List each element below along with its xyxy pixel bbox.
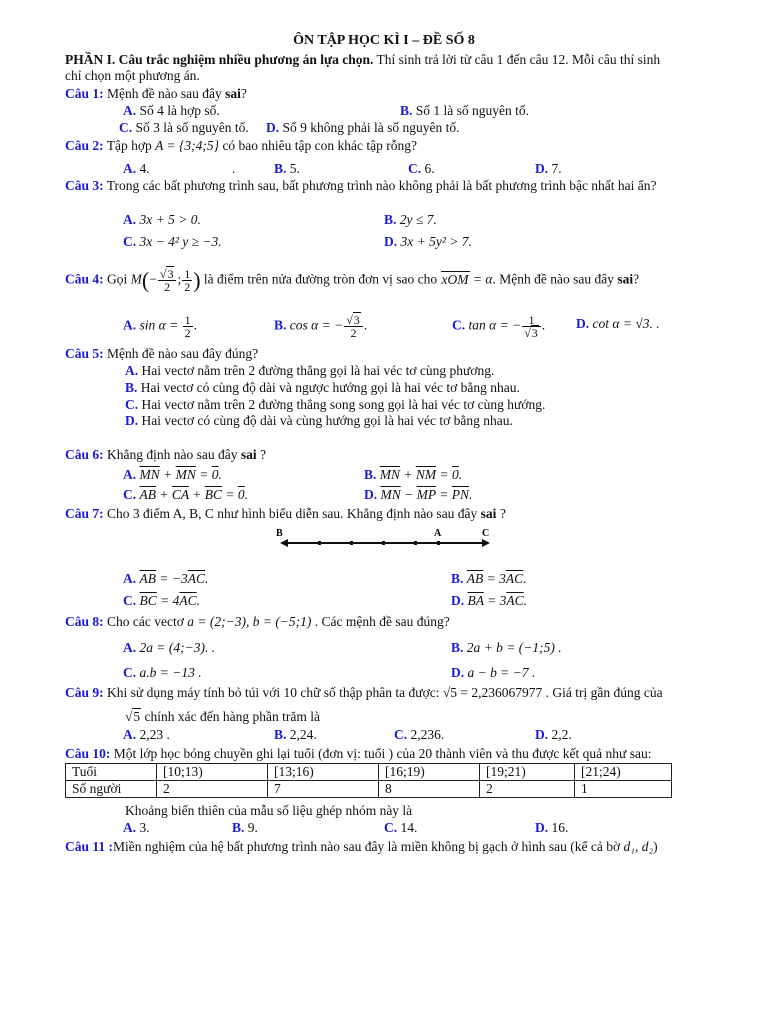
opt-letter-a: A. [123,467,137,482]
q2-dot: . [232,161,236,176]
opt-letter-a: A. [123,317,137,333]
q10-option-d[interactable] [535,820,568,836]
q6-label: Câu 6: [65,447,104,462]
tick [414,541,417,545]
opt-letter-a: A. [123,571,137,586]
opt-text: a.b = −13 . [139,665,202,680]
opt-letter-d: D. [266,120,280,135]
opt-text: Hai vectơ nằm trên 2 đường thẳng gọi là hai véc tơ cùng phương. [141,363,495,378]
q4-point: M [130,271,142,287]
opt-letter-a: A. [123,161,137,176]
part1-instruction-2: chỉ chọn một phương án. [65,68,200,83]
q2-text-2: có bao nhiêu tập con khác tập rỗng? [219,138,417,153]
q1-stem [65,86,247,102]
opt-text: 3. [139,820,150,835]
q9-label: Câu 9: [65,685,104,700]
opt-text: 3x + 5 > 0. [139,212,201,227]
opt-text: 2,2. [551,727,572,742]
q6-option-c[interactable]: C. $\overline{AB} + \overline{CA} + \overline{BC} = 0$. [123,487,249,502]
q2-set: A = {3;4;5} [155,138,220,153]
q9-text-2: chữ số thập phân ta được: [296,685,443,700]
tick [382,541,385,545]
opt-text: Hai vectơ có cùng độ dài và ngược hướng gọi là hai véc tơ bằng nhau. [140,380,520,395]
q10-text: Một lớp học bóng chuyền ghi lại tuổi (đơn vị: tuổi ) của 20 thành viên và thu được kết quả như sau: [110,746,652,761]
frac-den: 2 [184,326,191,340]
age-table [65,763,672,798]
opt-text: 2,24. [289,727,317,742]
q2-option-b[interactable] [274,161,300,177]
frac-num: 1 [522,314,541,327]
frac-den: √3 [524,326,538,340]
q8-label: Câu 8: [65,614,104,629]
q1-end: ? [240,86,247,101]
q8-option-c[interactable] [123,665,202,681]
frac-den: 2 [164,280,171,294]
q8-text-2: . Các mệnh đề sau đúng? [311,614,450,629]
q9-option-c[interactable] [394,727,444,743]
q2-text: Tập hợp [103,138,156,153]
q9-text-3: . Giá trị gần đúng của [542,685,663,700]
table-cell: [21;24) [575,764,672,781]
q7-stem [65,506,506,522]
q7-option-b[interactable]: B. $\overline{AB} = 3\overline{AC}$. [451,571,527,586]
part1-heading: PHẦN I. Câu trắc nghiệm nhiều phương án lựa chọn. [65,52,374,67]
opt-letter-b: B. [232,820,245,835]
tick [437,541,440,545]
q3-option-b[interactable] [384,212,437,228]
q7-bold: sai [480,506,497,521]
q11-stem [65,839,658,855]
q9-stem-2: √5 chính xác đến hàng phần trăm là [125,709,320,724]
opt-text: 2a = (4;−3). . [139,640,216,655]
q5-text: Mệnh đề nào sau đây đúng? [103,346,259,361]
q1-text: Mệnh đề nào sau đây [103,86,226,101]
point-b-label: B [276,528,283,539]
table-cell: 2 [480,781,575,798]
frac-den: 2 [350,326,357,340]
q11-text: Miền nghiệm của hệ bất phương trình nào sau đây là miền không bị gạch ở hình sau (kể cả bờ [113,839,624,854]
q5-option-b[interactable] [125,380,520,396]
q5-option-d[interactable] [125,413,513,429]
opt-letter-b: B. [384,212,397,227]
q6-option-b[interactable]: B. $\overline{MN} + \overline{NM} = 0$. [364,467,463,482]
q9-text-4: chính xác đến hàng phần trăm là [141,709,320,724]
opt-text: Hai vectơ có cùng độ dài và cùng hướng gọi là hai véc tơ bằng nhau. [141,413,513,428]
opt-letter-d: D. [451,593,465,608]
q1-option-c[interactable] [119,120,249,136]
q4-text: Gọi [103,271,131,287]
opt-letter-c: C. [384,820,398,835]
table-cell: [16;19) [379,764,480,781]
q4-paren-close: ) [193,267,201,293]
opt-letter-c: C. [408,161,422,176]
table-cell: [13;16) [268,764,379,781]
q9-ten: 10 [283,685,297,700]
q7-text: Cho 3 điểm A, B, C như hình biểu diễn sau. Khẳng định nào sau đây [103,506,481,521]
q8-option-a[interactable] [123,640,215,656]
q5-option-a[interactable] [125,363,494,379]
q9-text: Khi sử dụng máy tính bỏ túi với [103,685,284,700]
q4-option-d[interactable] [576,314,660,334]
opt-letter-d: D. [364,487,378,502]
q5-stem [65,346,258,362]
q6-stem [65,447,266,463]
part1-line1 [65,52,660,68]
opt-text: Hai vectơ nằm trên 2 đường thẳng song song gọi là hai véc tơ cùng hướng. [141,397,546,412]
q1-option-d[interactable] [266,120,460,136]
q4-bold: sai [617,271,634,287]
q2-option-c[interactable] [408,161,435,177]
opt-letter-c: C. [119,120,133,135]
q9-value: 5 = 2,236067977 [450,685,543,700]
q11-lines: d₁, d₂ [623,839,654,854]
q11-end: ) [653,839,658,854]
q5-option-c[interactable] [125,397,545,413]
q7-label: Câu 7: [65,506,104,521]
q2-option-d[interactable] [535,161,562,177]
q2-option-a[interactable] [123,161,150,177]
q11-label: Câu 11 : [65,839,114,854]
q4-stem: Câu 4: Gọi M(− $\frac{√3}{2}$ ; $\frac{1}{2}$ ) là điểm trên nửa đường tròn đơn vị sao cho xOM = α. Mệnh đề nào sau đây sai? [65,267,640,294]
opt-text: 14. [400,820,418,835]
q10-option-a[interactable] [123,820,150,836]
opt-letter-d: D. [384,234,398,249]
frac-num: 1 [184,313,191,327]
opt-letter-c: C. [123,593,137,608]
frac [522,314,541,339]
opt-letter-d: D. [535,820,549,835]
point-c-label: C [482,528,490,539]
q8-option-d[interactable] [451,665,535,681]
opt-letter-c: C. [125,397,139,412]
opt-text: Số 4 là hợp số. [139,103,220,118]
opt-text: 5. [289,161,300,176]
opt-text: 3x − 4² y ≥ −3. [139,234,222,249]
q3-text: Trong các bất phương trình sau, bất phương trình nào không phải là bất phương trình bậc nhất hai ẩn? [103,178,657,193]
part1-instruction: Thí sinh trả lời từ câu 1 đến câu 12. Mỗi câu thí sinh [373,52,661,67]
q1-option-a[interactable] [123,103,220,119]
table-cell: [19;21) [480,764,575,781]
q8-vectors: a = (2;−3), b = (−5;1) [187,614,312,629]
q8-stem [65,614,450,630]
q7-option-a[interactable]: A. $\overline{AB} = -3\overline{AC}$. [123,571,209,586]
table-cell: Tuổi [66,764,157,781]
q4-text-2: là điểm trên nửa đường tròn đơn vị sao cho [200,271,441,287]
opt-letter-b: B. [125,380,138,395]
q7-end: ? [496,506,506,521]
q5-label: Câu 5: [65,346,104,361]
q3-label: Câu 3: [65,178,104,193]
opt-text: 7. [551,161,562,176]
q4-option-b[interactable]: B. cos α = − $\frac{√3}{2}$ . [274,313,368,340]
q4-option-c[interactable]: C. tan α = − $\frac{1}{√3}$ . [452,313,546,340]
opt-text: 2a + b = (−1;5) . [466,640,562,655]
q4-eq: = α [469,271,493,287]
opt-text: a − b = −7 . [467,665,536,680]
opt-text: 4. [139,161,150,176]
opt-letter-d: D. [576,316,590,331]
q4-option-a[interactable]: A. sin α = $\frac{1}{2}$ . [123,313,197,340]
opt-letter-b: B. [451,640,464,655]
table-cell: 2 [157,781,268,798]
opt-letter-a: A. [125,363,139,378]
opt-letter-b: B. [451,571,464,586]
q2-label: Câu 2: [65,138,104,153]
opt-text: 2,236. [410,727,445,742]
q2-stem [65,138,417,154]
opt-text: sin α = [139,317,182,333]
table-cell: 1 [575,781,672,798]
q1-label: Câu 1: [65,86,104,101]
q8-text: Cho các vectơ [103,614,188,629]
frac-num: √3 [344,314,363,327]
q7-option-c[interactable]: C. $\overline{BC} = 4\overline{AC}$. [123,593,201,608]
opt-letter-b: B. [274,161,287,176]
q3-stem [65,178,657,194]
q4-end: ? [633,271,640,287]
q10-option-b[interactable] [232,820,258,836]
frac-num: 1 [184,267,191,281]
tick [350,541,353,545]
table-cell: 8 [379,781,480,798]
q3-option-a[interactable] [123,212,201,228]
q4-frac-1 [158,268,177,293]
opt-letter-c: C. [452,317,466,333]
opt-letter-c: C. [123,665,137,680]
q6-bold: sai [240,447,257,462]
table-cell: [10;13) [157,764,268,781]
q9-stem: Câu 9: Khi sử dụng máy tính bỏ túi với 10 chữ số thập phân ta được: √5 = 2,236067977 . Giá trị gần đúng của [65,685,663,700]
opt-text: 2y ≤ 7. [399,212,437,227]
q4-frac-2 [182,268,192,293]
opt-letter-c: C. [394,727,408,742]
q6-end: ? [256,447,267,462]
opt-letter-a: A. [123,820,137,835]
opt-text: Số 1 là số nguyên tố. [415,103,530,118]
q9-option-a[interactable] [123,727,170,743]
opt-letter-b: B. [364,467,377,482]
opt-text: cot α = √3. . [592,316,660,331]
opt-letter-d: D. [451,665,465,680]
arrow-right-icon [482,539,490,547]
table-cell: Số người [66,781,157,798]
page-title: ÔN TẬP HỌC KÌ I – ĐỀ SỐ 8 [293,33,475,48]
opt-letter-d: D. [125,413,139,428]
q9-option-b[interactable] [274,727,317,743]
q3-option-d[interactable] [384,234,472,250]
frac-num: √3 [158,268,177,281]
q8-option-b[interactable] [451,640,562,656]
q3-option-c[interactable] [123,234,222,250]
arrow-left-icon [280,539,288,547]
q10-stem [65,746,651,762]
opt-letter-a: A. [123,103,137,118]
frac-den: 2 [184,280,191,294]
q7-points-diagram [270,527,495,551]
q6-option-a[interactable]: A. $\overline{MN} + \overline{MN} = 0$. [123,467,222,482]
table-row [66,781,672,798]
q4-label: Câu 4: [65,271,104,287]
q10-after: Khoảng biến thiên của mẫu số liệu ghép nhóm này là [125,803,413,818]
opt-text: tan α = − [468,317,522,333]
q4-text-3: . Mệnh đề nào sau đây [492,271,618,287]
frac [344,314,363,339]
opt-text: 6. [424,161,435,176]
point-a-label: A [434,528,442,539]
q7-option-d[interactable]: D. $\overline{BA} = 3\overline{AC}$. [451,593,528,608]
q6-option-d[interactable]: D. $\overline{MN} - \overline{MP} = \overline{PN}$. [364,487,473,502]
q9-root: 5 [133,709,141,724]
opt-text: Số 3 là số nguyên tố. [135,120,249,135]
opt-text: 3x + 5y² > 7. [400,234,472,249]
opt-letter-a: A. [123,727,137,742]
q6-text: Khẳng định nào sau đây [103,447,241,462]
q4-angle: xOM [441,271,469,287]
opt-text: 16. [551,820,569,835]
tick [318,541,321,545]
q10-label: Câu 10: [65,746,111,761]
opt-letter-b: B. [274,727,287,742]
opt-letter-b: B. [400,103,413,118]
opt-letter-a: A. [123,640,137,655]
opt-text: 2,23 . [139,727,170,742]
q1-option-b[interactable] [400,103,529,119]
opt-letter-c: C. [123,234,137,249]
q10-option-c[interactable] [384,820,417,836]
opt-text: cos α = − [289,317,344,333]
table-cell: 7 [268,781,379,798]
q1-bold: sai [225,86,241,101]
q4-paren-open: ( [141,267,150,293]
frac [183,314,193,339]
opt-letter-d: D. [535,727,549,742]
opt-letter-b: B. [274,317,287,333]
opt-text: Số 9 không phải là số nguyên tố. [282,120,460,135]
opt-letter-a: A. [123,212,137,227]
table-row [66,764,672,781]
opt-letter-d: D. [535,161,549,176]
q9-option-d[interactable] [535,727,572,743]
opt-letter-c: C. [123,487,137,502]
opt-text: 9. [247,820,258,835]
